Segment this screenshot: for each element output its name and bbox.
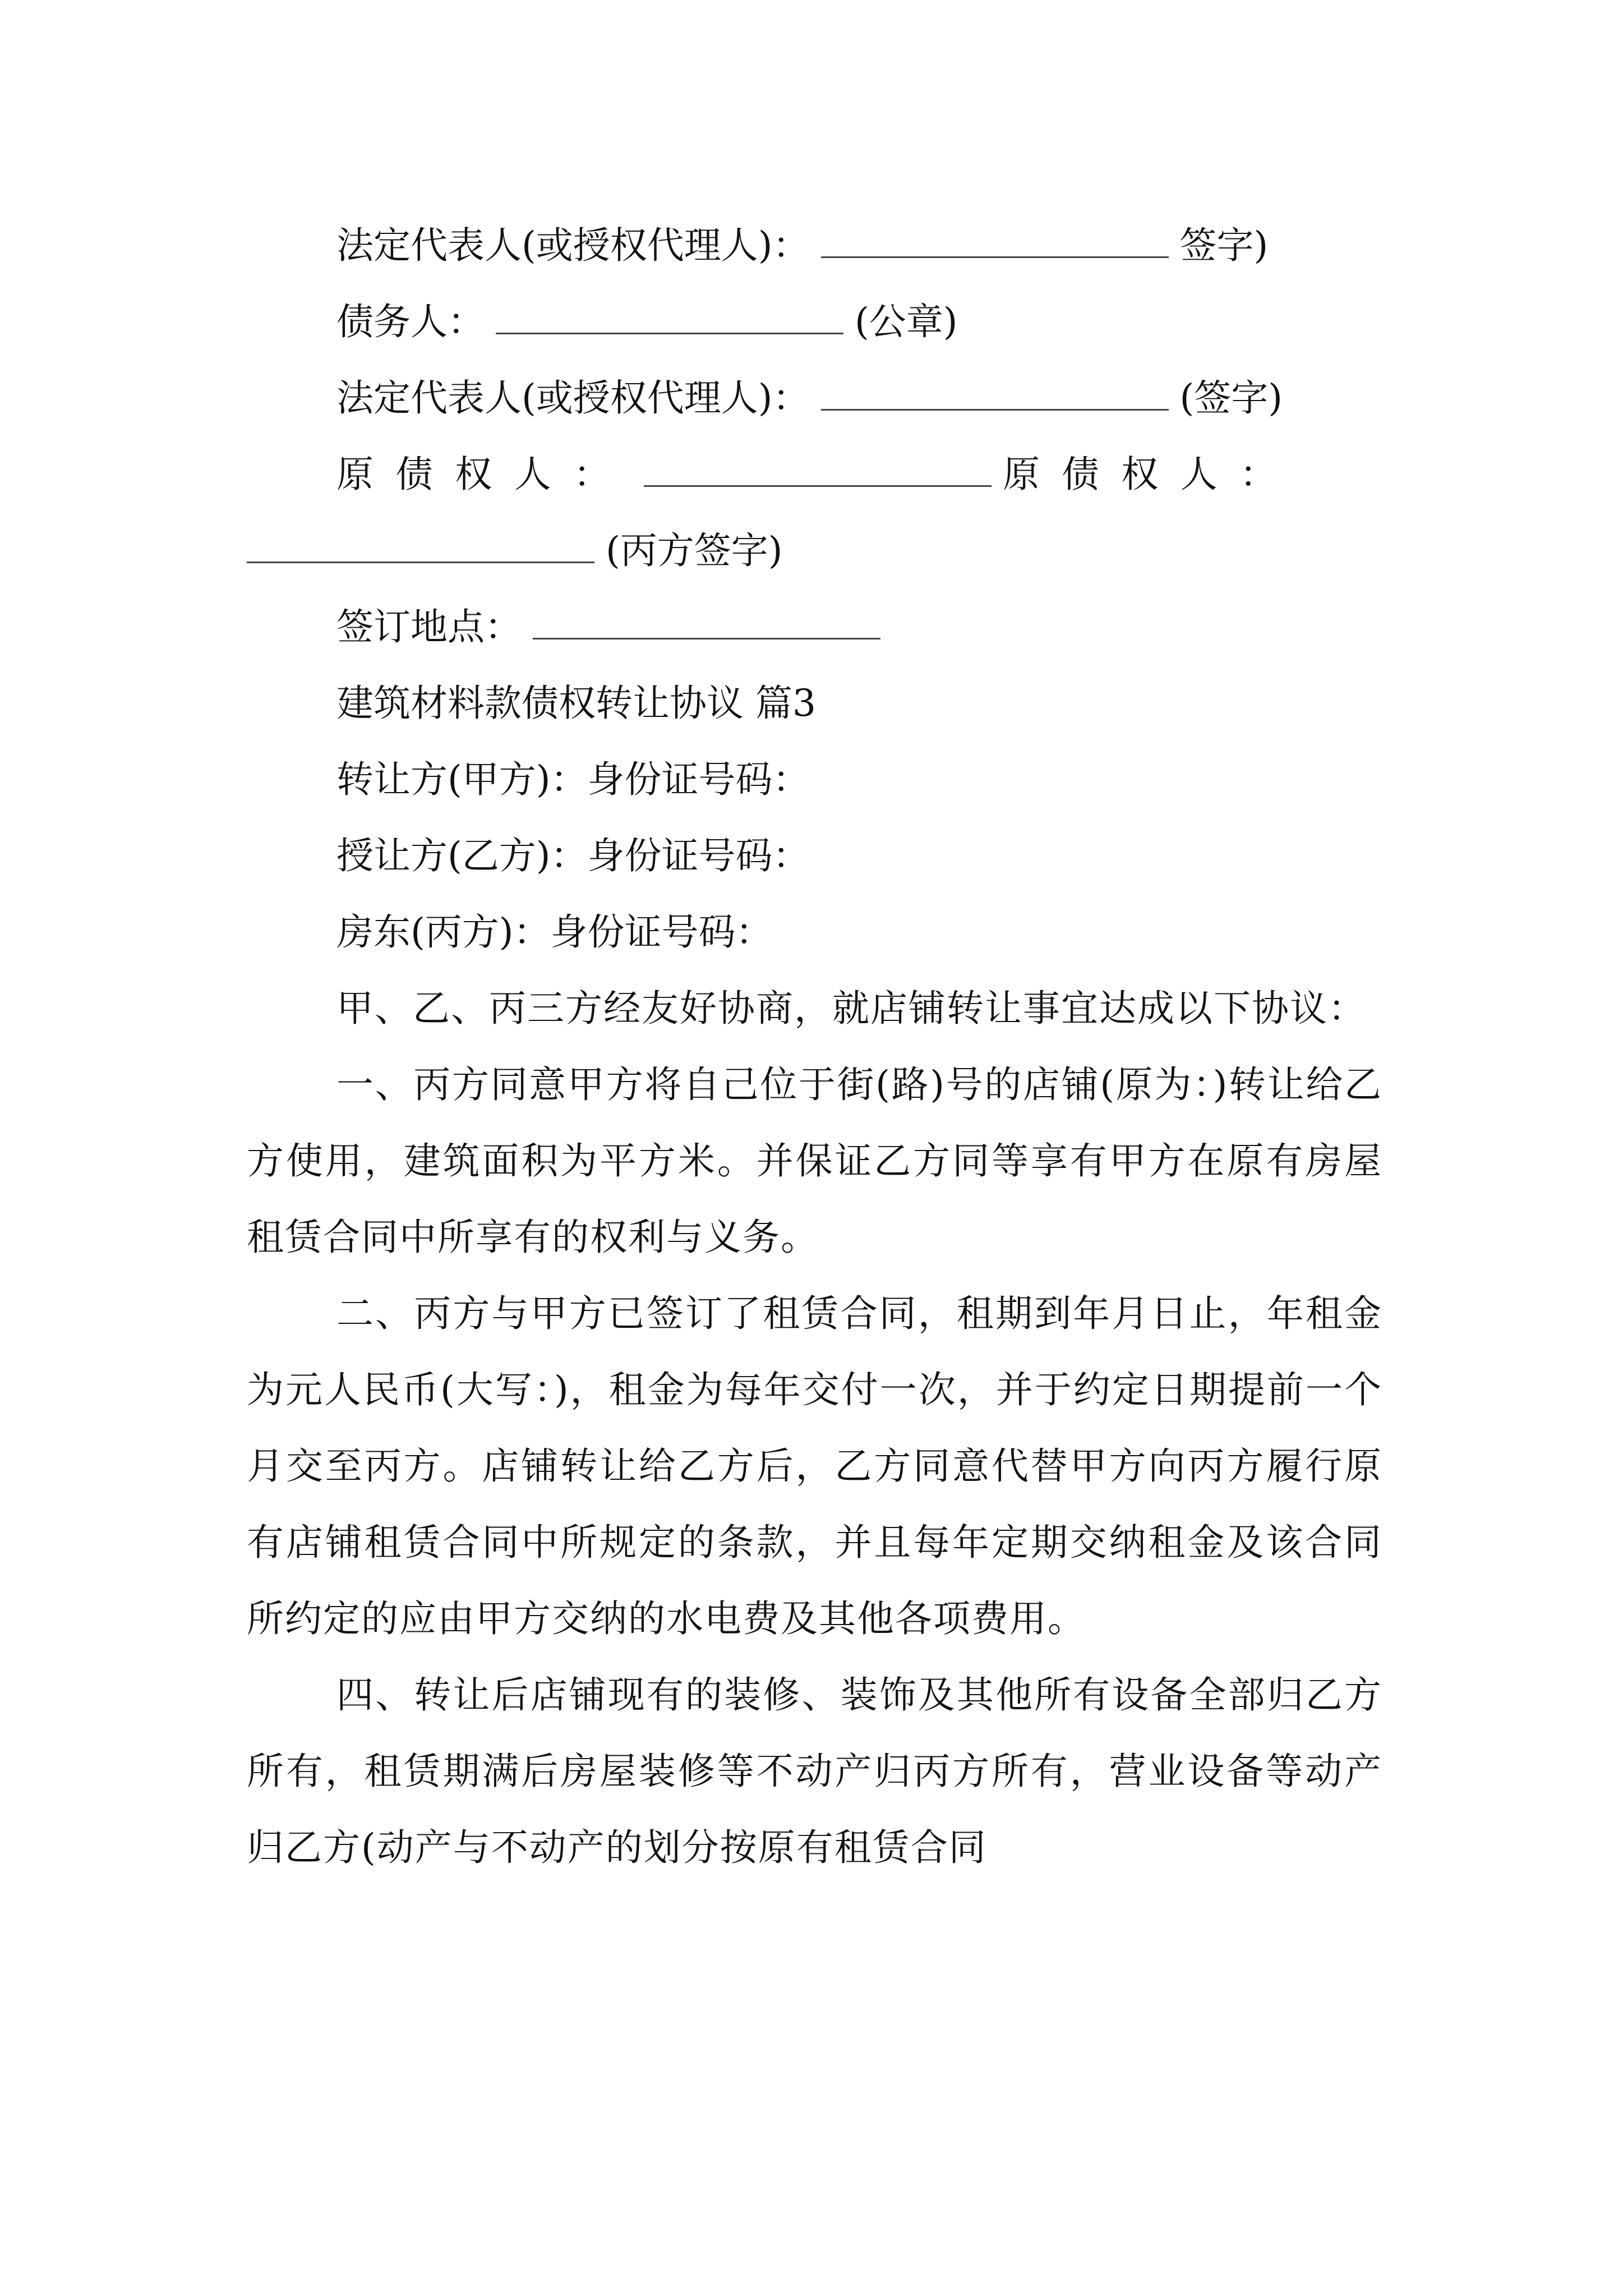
signature-line-legal-rep-2	[247, 360, 1382, 436]
signature-blank	[821, 223, 1169, 258]
original-creditor-label-2: 原债权人：	[1003, 453, 1299, 496]
signature-line-original-creditor	[247, 436, 1382, 513]
landlord-line: 房东(丙方)：身份证号码：	[336, 910, 773, 954]
signature-label: 法定代表人(或授权代理人)：	[336, 224, 810, 267]
clause-1-paragraph: 一、丙方同意甲方将自己位于街(路)号的店铺(原为：)转让给乙方使用，建筑面积为平方米。并保证乙方同等享有甲方在原有房屋租赁合同中所享有的权利与义务。	[247, 1063, 1382, 1259]
transferor-line: 转让方(甲方)：身份证号码：	[336, 758, 810, 801]
document-body	[247, 208, 1382, 1886]
agreement-title: 建筑材料款债权转让协议 篇3	[336, 682, 816, 725]
debtor-blank	[496, 299, 843, 334]
signing-place-label: 签订地点：	[336, 605, 522, 648]
clause-2-paragraph: 二、丙方与甲方已签订了租赁合同，租期到年月日止，年租金为元人民币(大写：)，租金为每年交付一次，并于约定日期提前一个月交至丙方。店铺转让给乙方后，乙方同意代替甲方向丙方履行原有店铺租赁合同中所规定的条款，并且每年定期交纳租金及该合同所约定的应由甲方交纳的水电费及其他各项费用。	[247, 1292, 1382, 1640]
party-c-blank	[247, 528, 594, 563]
original-creditor-blank	[644, 452, 992, 487]
signature-label: 法定代表人(或授权代理人)：	[336, 376, 810, 420]
signature-suffix: 签字)	[1179, 224, 1269, 267]
signature-suffix: (签字)	[1179, 376, 1283, 420]
debtor-label: 债务人：	[336, 300, 485, 343]
intro-paragraph: 甲、乙、丙三方经友好协商，就店铺转让事宜达成以下协议：	[336, 987, 1366, 1030]
signing-place-line	[247, 589, 1382, 665]
signature-line-debtor	[247, 284, 1382, 360]
clause-4-paragraph: 四、转让后店铺现有的装修、装饰及其他所有设备全部归乙方所有，租赁期满后房屋装修等不动产归丙方所有，营业设备等动产归乙方(动产与不动产的划分按原有租赁合同	[247, 1673, 1382, 1869]
transferee-line: 授让方(乙方)：身份证号码：	[336, 834, 810, 877]
signing-place-blank	[533, 604, 880, 639]
signature-blank	[821, 375, 1169, 411]
signature-line-legal-rep	[247, 208, 1382, 284]
debtor-suffix: (公章)	[855, 300, 958, 343]
party-c-suffix: (丙方签字)	[606, 529, 783, 572]
original-creditor-label: 原债权人：	[336, 453, 633, 496]
signature-line-party-c	[247, 513, 1382, 589]
